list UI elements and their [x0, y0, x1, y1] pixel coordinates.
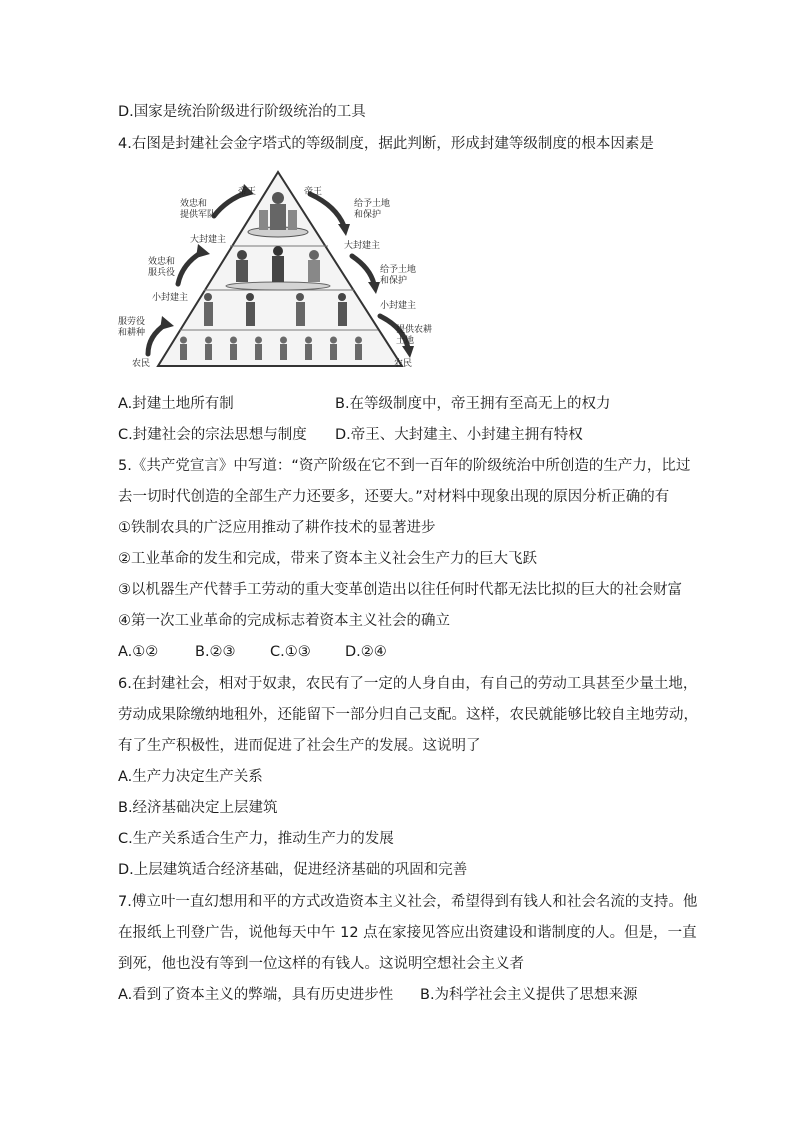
- q4-option-c: C.封建社会的宗法思想与制度: [118, 427, 307, 443]
- q4-option-a: A.封建土地所有制: [118, 396, 234, 412]
- q7-option-a: A.看到了资本主义的弊端，具有历史进步性: [118, 987, 394, 1003]
- left-label-labor-2: 和耕种: [118, 328, 146, 338]
- q5-option-b: B.②③: [195, 644, 236, 660]
- q6-option-b: B.经济基础决定上层建筑: [118, 800, 278, 816]
- q6-option-d: D.上层建筑适合经济基础，促进经济基础的巩固和完善: [118, 862, 468, 878]
- right-label-provide-land-2: 土地: [396, 336, 415, 346]
- left-label-small-lord: 小封建主: [152, 293, 189, 303]
- right-label-give-land-1: 给予土地: [354, 199, 391, 209]
- q5-stem-line2: 去一切时代创造的全部生产力还要多，还要大。”对材料中现象出现的原因分析正确的有: [118, 489, 670, 505]
- q6-option-a: A.生产力决定生产关系: [118, 769, 263, 785]
- q5-option-d: D.②④: [345, 644, 387, 660]
- left-label-loyalty-service-1: 效忠和: [148, 257, 176, 267]
- right-label-give-land2-1: 给予土地: [380, 265, 417, 275]
- q7-stem-line2: 在报纸上刊登广告，说他每天中午 12 点在家接见答应出资建设和谐制度的人。但是，一直: [118, 925, 697, 941]
- q4-option-b: B.在等级制度中，帝王拥有至高无上的权力: [335, 396, 611, 412]
- q5-stem-line1: 5.《共产党宣言》中写道：“资产阶级在它不到一百年的阶级统治中所创造的生产力，比过: [118, 458, 691, 474]
- q4-option-d: D.帝王、大封建主、小封建主拥有特权: [335, 427, 583, 443]
- q3-option-d: D.国家是统治阶级进行阶级统治的工具: [118, 104, 366, 120]
- right-label-give-land-2: 和保护: [354, 210, 382, 220]
- right-label-provide-land-1: 提供农耕: [396, 325, 433, 335]
- pyramid-diagram: [118, 166, 436, 378]
- right-label-small-lord: 小封建主: [380, 301, 417, 311]
- left-label-loyalty-army-1: 效忠和: [180, 199, 208, 209]
- q4-stem: 4.右图是封建社会金字塔式的等级制度，据此判断，形成封建等级制度的根本因素是: [118, 136, 654, 152]
- left-label-loyalty-service-2: 服兵役: [148, 268, 176, 278]
- q5-item-4: ④第一次工业革命的完成标志着资本主义社会的确立: [118, 613, 450, 629]
- left-label-peasant: 农民: [132, 359, 151, 369]
- q6-stem-line3: 有了生产积极性，进而促进了社会生产的发展。这说明了: [118, 738, 481, 754]
- q5-item-2: ②工业革命的发生和完成，带来了资本主义社会生产力的巨大飞跃: [118, 551, 537, 567]
- right-label-emperor: 帝王: [304, 187, 323, 197]
- left-label-great-lord: 大封建主: [190, 235, 227, 245]
- left-label-labor-1: 服劳役: [118, 317, 146, 327]
- right-label-give-land2-2: 和保护: [380, 276, 408, 286]
- right-label-peasant: 农民: [394, 359, 413, 369]
- q5-item-3: ③以机器生产代替手工劳动的重大变革创造出以往任何时代都无法比拟的巨大的社会财富: [118, 582, 682, 598]
- q5-item-1: ①铁制农具的广泛应用推动了耕作技术的显著进步: [118, 520, 436, 536]
- feudal-pyramid-figure: [118, 166, 436, 378]
- q6-option-c: C.生产关系适合生产力，推动生产力的发展: [118, 831, 394, 847]
- q7-stem-line3: 到死，他也没有等到一位这样的有钱人。这说明空想社会主义者: [118, 956, 524, 972]
- q6-stem-line1: 6.在封建社会，相对于奴隶，农民有了一定的人身自由，有自己的劳动工具甚至少量土地，: [118, 676, 698, 692]
- q5-option-c: C.①③: [270, 644, 311, 660]
- q6-stem-line2: 劳动成果除缴纳地租外，还能留下一部分归自己支配。这样，农民就能够比较自主地劳动，: [118, 707, 698, 723]
- q7-stem-line1: 7.傅立叶一直幻想用和平的方式改造资本主义社会，希望得到有钱人和社会名流的支持。他: [118, 894, 698, 910]
- great-lords-figures: [226, 246, 330, 290]
- left-label-emperor: 帝王: [238, 187, 257, 197]
- right-label-great-lord: 大封建主: [344, 241, 381, 251]
- left-label-loyalty-army-2: 提供军队: [180, 210, 217, 220]
- q7-option-b: B.为科学社会主义提供了思想来源: [420, 987, 638, 1003]
- q5-option-a: A.①②: [118, 644, 159, 660]
